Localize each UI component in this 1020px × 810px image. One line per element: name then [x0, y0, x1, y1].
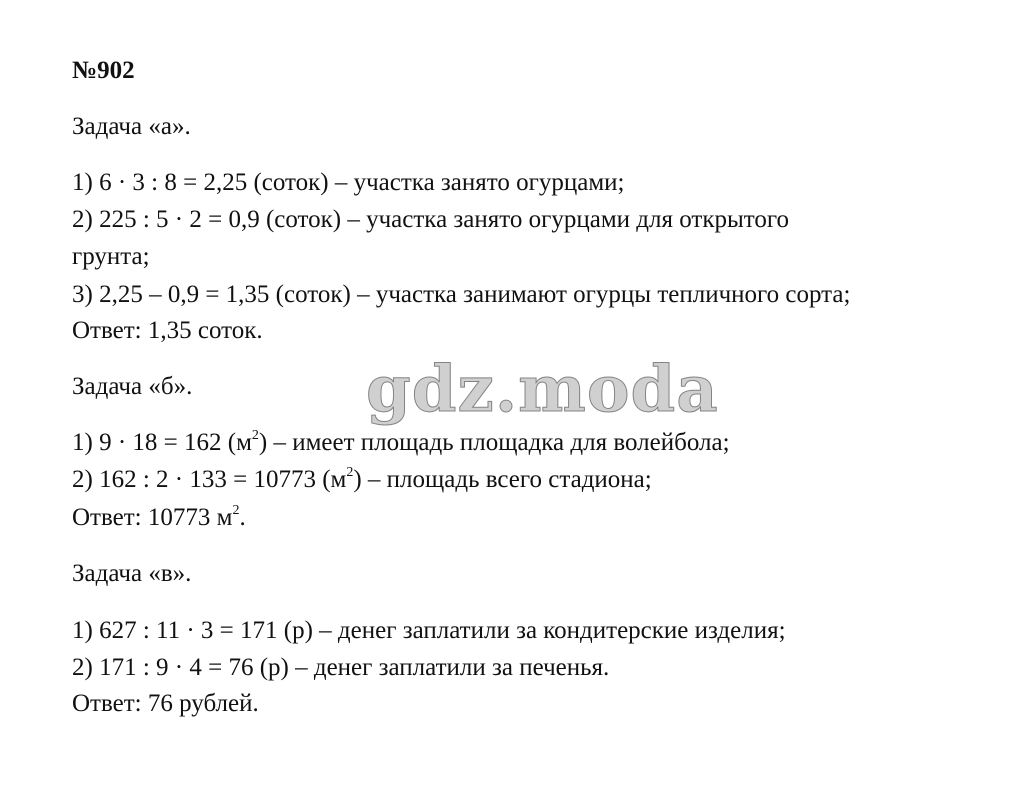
task-a-answer: Ответ: 1,35 соток. [72, 317, 263, 344]
superscript: 2 [251, 427, 259, 443]
superscript: 2 [346, 464, 354, 480]
task-b-answer-text: Ответ: 10773 м [72, 504, 233, 531]
watermark-logo: gdz.moda [366, 352, 719, 427]
task-b-step-1 [72, 428, 730, 458]
task-a-step-3: 3) 2,25 – 0,9 = 1,35 (соток) – участка занимают огурцы тепличного сорта; [72, 281, 851, 308]
task-b-step-1-text: 1) 9 · 18 = 162 (м [72, 429, 252, 456]
task-v-answer: Ответ: 76 рублей. [72, 690, 259, 717]
task-v-heading: Задача «в». [72, 560, 192, 587]
task-b-step-2-rest: ) – площадь всего стадиона; [353, 466, 652, 493]
task-b-step-1-rest: ) – имеет площадь площадка для волейбола; [258, 429, 730, 456]
task-b-answer-rest: . [239, 504, 246, 531]
task-a-step-1: 1) 6 · 3 : 8 = 2,25 (соток) – участка занято огурцами; [72, 169, 625, 196]
task-v-step-2: 2) 171 : 9 · 4 = 76 (р) – денег заплатили за печенья. [72, 654, 610, 681]
task-b-step-2 [72, 465, 652, 495]
task-a-heading: Задача «а». [72, 113, 191, 140]
task-a-step-2-continuation: грунта; [72, 243, 150, 270]
task-b-step-2-text: 2) 162 : 2 · 133 = 10773 (м [72, 466, 347, 493]
problem-number: №902 [72, 57, 135, 84]
task-b-heading: Задача «б». [72, 373, 193, 400]
task-a-step-2: 2) 225 : 5 · 2 = 0,9 (соток) – участка занято огурцами для открытого [72, 206, 789, 233]
task-v-step-1: 1) 627 : 11 · 3 = 171 (р) – денег заплатили за кондитерские изделия; [72, 617, 786, 644]
task-b-answer [72, 503, 246, 533]
superscript: 2 [232, 502, 240, 518]
